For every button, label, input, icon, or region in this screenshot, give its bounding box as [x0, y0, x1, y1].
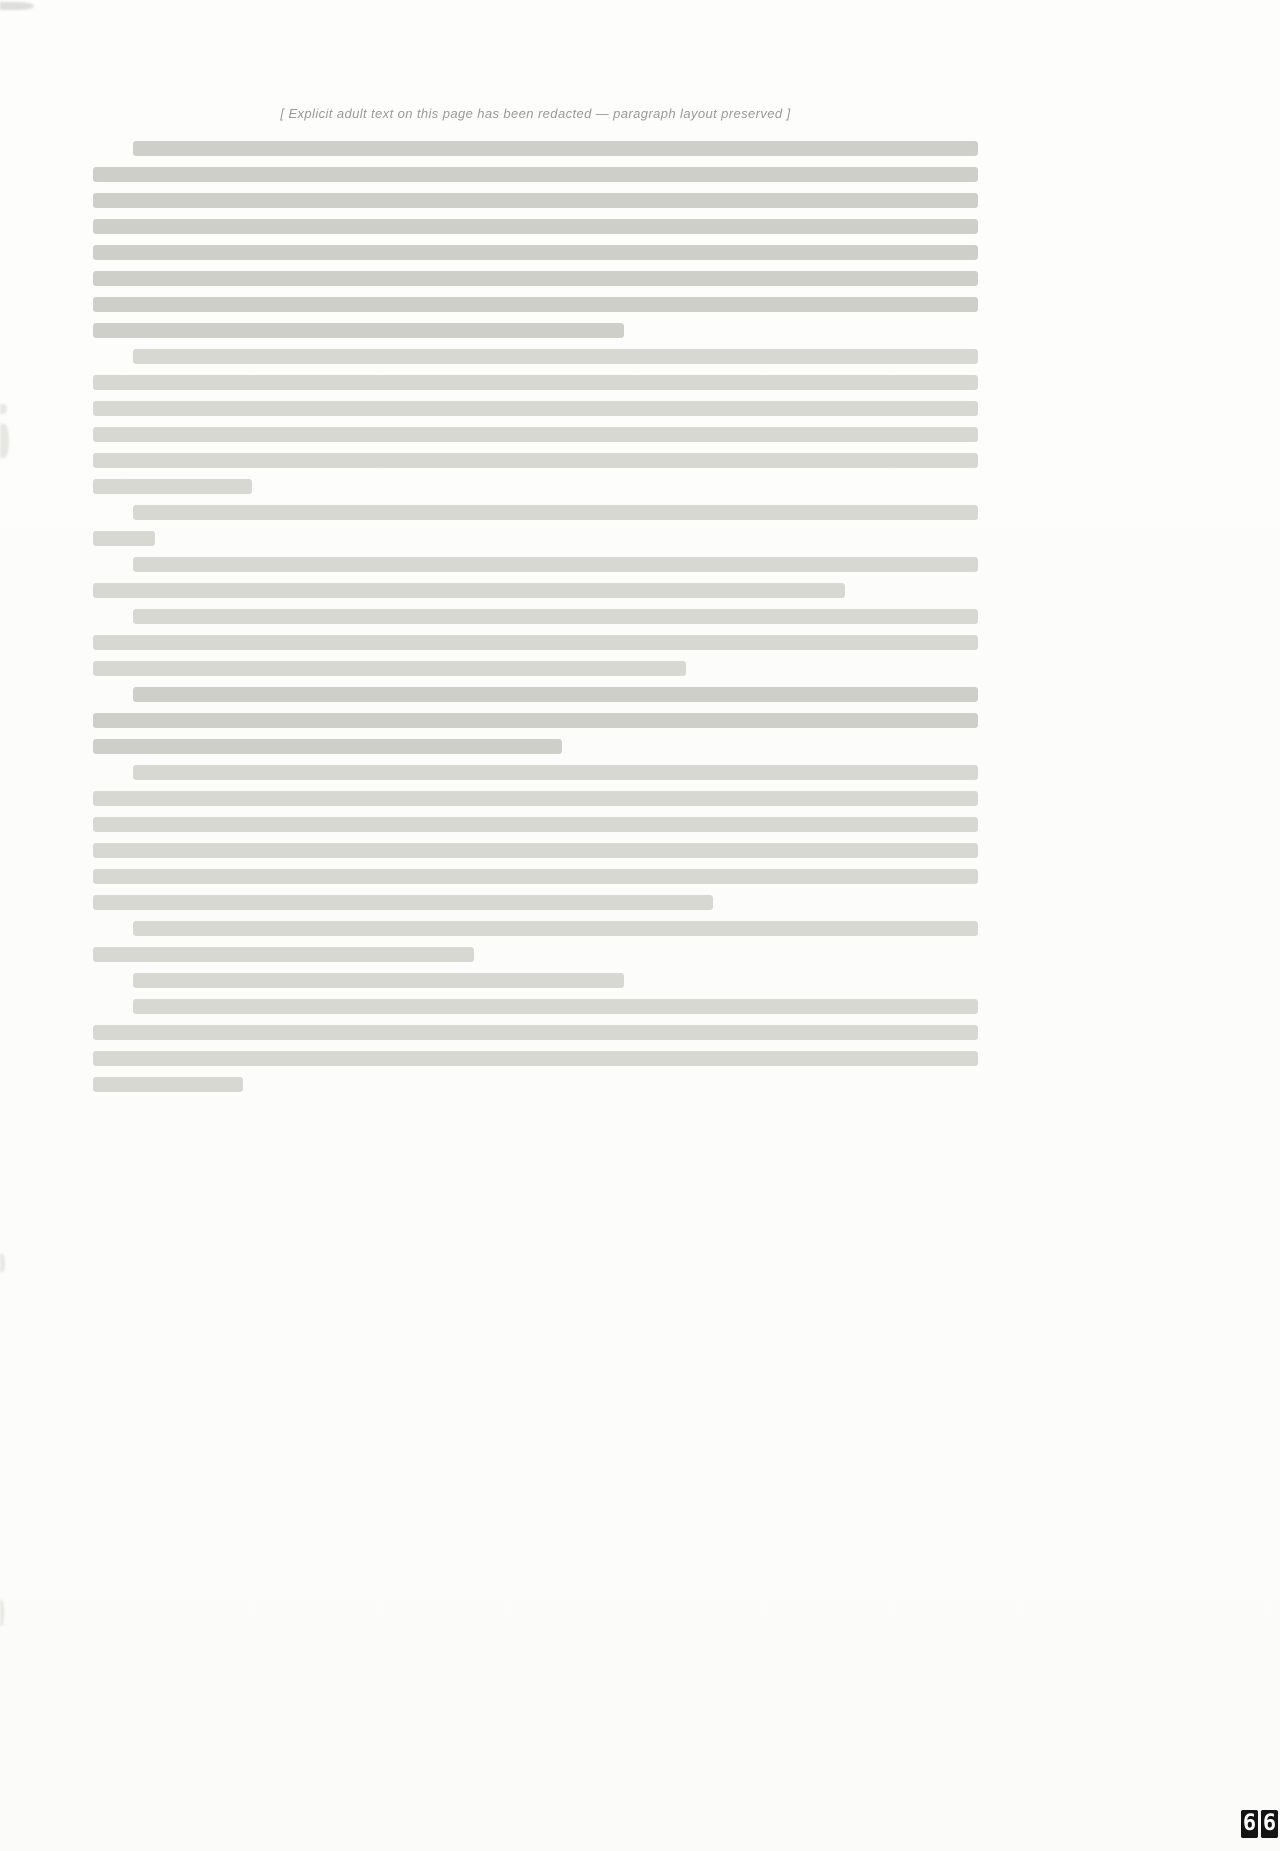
paragraph-caps	[93, 135, 978, 343]
text-line-redacted	[93, 967, 978, 993]
redaction-bar	[93, 401, 978, 416]
text-line-redacted	[93, 135, 978, 161]
text-line-redacted	[93, 1071, 978, 1097]
redaction-bar	[133, 141, 978, 156]
paragraph-dialogue	[93, 551, 978, 603]
text-line-redacted	[93, 291, 978, 317]
text-line-redacted	[93, 395, 978, 421]
redaction-bar	[93, 895, 713, 910]
redaction-bar	[93, 1077, 243, 1092]
text-line-redacted	[93, 837, 978, 863]
paragraph-narrative	[93, 603, 978, 681]
text-line-redacted	[93, 343, 978, 369]
redaction-bar	[93, 739, 562, 754]
text-line-redacted	[93, 993, 978, 1019]
redaction-bar	[93, 583, 845, 598]
paragraph-caps	[93, 681, 978, 759]
text-line-redacted	[93, 525, 978, 551]
text-line-redacted	[93, 863, 978, 889]
text-line-redacted	[93, 369, 978, 395]
text-line-redacted	[93, 707, 978, 733]
redaction-bar	[93, 843, 978, 858]
text-line-redacted	[93, 1019, 978, 1045]
redaction-bar	[93, 427, 978, 442]
text-line-redacted	[93, 733, 978, 759]
scan-smudge	[0, 404, 7, 414]
text-line-redacted	[93, 551, 978, 577]
redaction-bar	[93, 1051, 978, 1066]
text-line-redacted	[93, 317, 978, 343]
redaction-bar	[133, 921, 978, 936]
text-line-redacted	[93, 941, 978, 967]
redaction-bar	[133, 609, 978, 624]
paragraph-narrative	[93, 343, 978, 499]
paragraph-narrative	[93, 759, 978, 915]
text-line-redacted	[93, 889, 978, 915]
redaction-bar	[93, 479, 252, 494]
redaction-notice: [ Explicit adult text on this page has been redacted — paragraph layout preserved ]	[280, 106, 791, 121]
redaction-bar	[133, 687, 978, 702]
redaction-bar	[93, 245, 978, 260]
scan-smudge	[0, 2, 34, 10]
text-line-redacted	[93, 603, 978, 629]
body-text-block	[93, 106, 978, 1097]
paragraph-dialogue	[93, 499, 978, 551]
paragraph-dialogue	[93, 915, 978, 967]
text-line-redacted	[93, 213, 978, 239]
redaction-bar	[93, 713, 978, 728]
redaction-bar	[93, 219, 978, 234]
text-line-redacted	[93, 239, 978, 265]
paragraph-narrative	[93, 993, 978, 1097]
redaction-bar	[133, 557, 978, 572]
redaction-bar	[93, 947, 474, 962]
text-line-redacted	[93, 1045, 978, 1071]
text-line-redacted	[93, 161, 978, 187]
text-line-redacted	[93, 187, 978, 213]
redaction-bar	[93, 167, 978, 182]
text-line-redacted	[93, 447, 978, 473]
redaction-bar	[93, 323, 624, 338]
text-line-redacted	[93, 915, 978, 941]
text-line-redacted	[93, 785, 978, 811]
redaction-bar	[93, 791, 978, 806]
redaction-bar	[93, 531, 155, 546]
redaction-bar	[93, 661, 686, 676]
page-number-digit: 6	[1262, 1811, 1277, 1836]
redaction-bar	[133, 973, 624, 988]
scan-smudge	[0, 424, 9, 458]
page-number-digit: 6	[1242, 1811, 1257, 1836]
text-line-redacted	[93, 655, 978, 681]
redaction-bar	[133, 505, 978, 520]
text-line-redacted	[93, 577, 978, 603]
redaction-bar	[133, 765, 978, 780]
redaction-bar	[93, 271, 978, 286]
redaction-bar	[93, 375, 978, 390]
text-line-redacted	[93, 421, 978, 447]
text-line-redacted	[93, 265, 978, 291]
redaction-bar	[93, 635, 978, 650]
redaction-bar	[93, 817, 978, 832]
text-line-redacted	[93, 759, 978, 785]
text-line-redacted	[93, 473, 978, 499]
page-number	[1241, 1810, 1278, 1838]
scan-smudge	[0, 1254, 5, 1272]
scan-smudge	[0, 1600, 4, 1626]
redaction-bar	[93, 297, 978, 312]
redaction-bar	[133, 999, 978, 1014]
text-line-redacted	[93, 629, 978, 655]
redaction-bar	[93, 453, 978, 468]
redaction-bar	[93, 869, 978, 884]
text-line-redacted	[93, 811, 978, 837]
redaction-bar	[133, 349, 978, 364]
paragraph-dialogue	[93, 967, 978, 993]
redaction-bar	[93, 193, 978, 208]
paragraph-list	[93, 135, 978, 1097]
text-line-redacted	[93, 499, 978, 525]
text-line-redacted	[93, 681, 978, 707]
redaction-bar	[93, 1025, 978, 1040]
